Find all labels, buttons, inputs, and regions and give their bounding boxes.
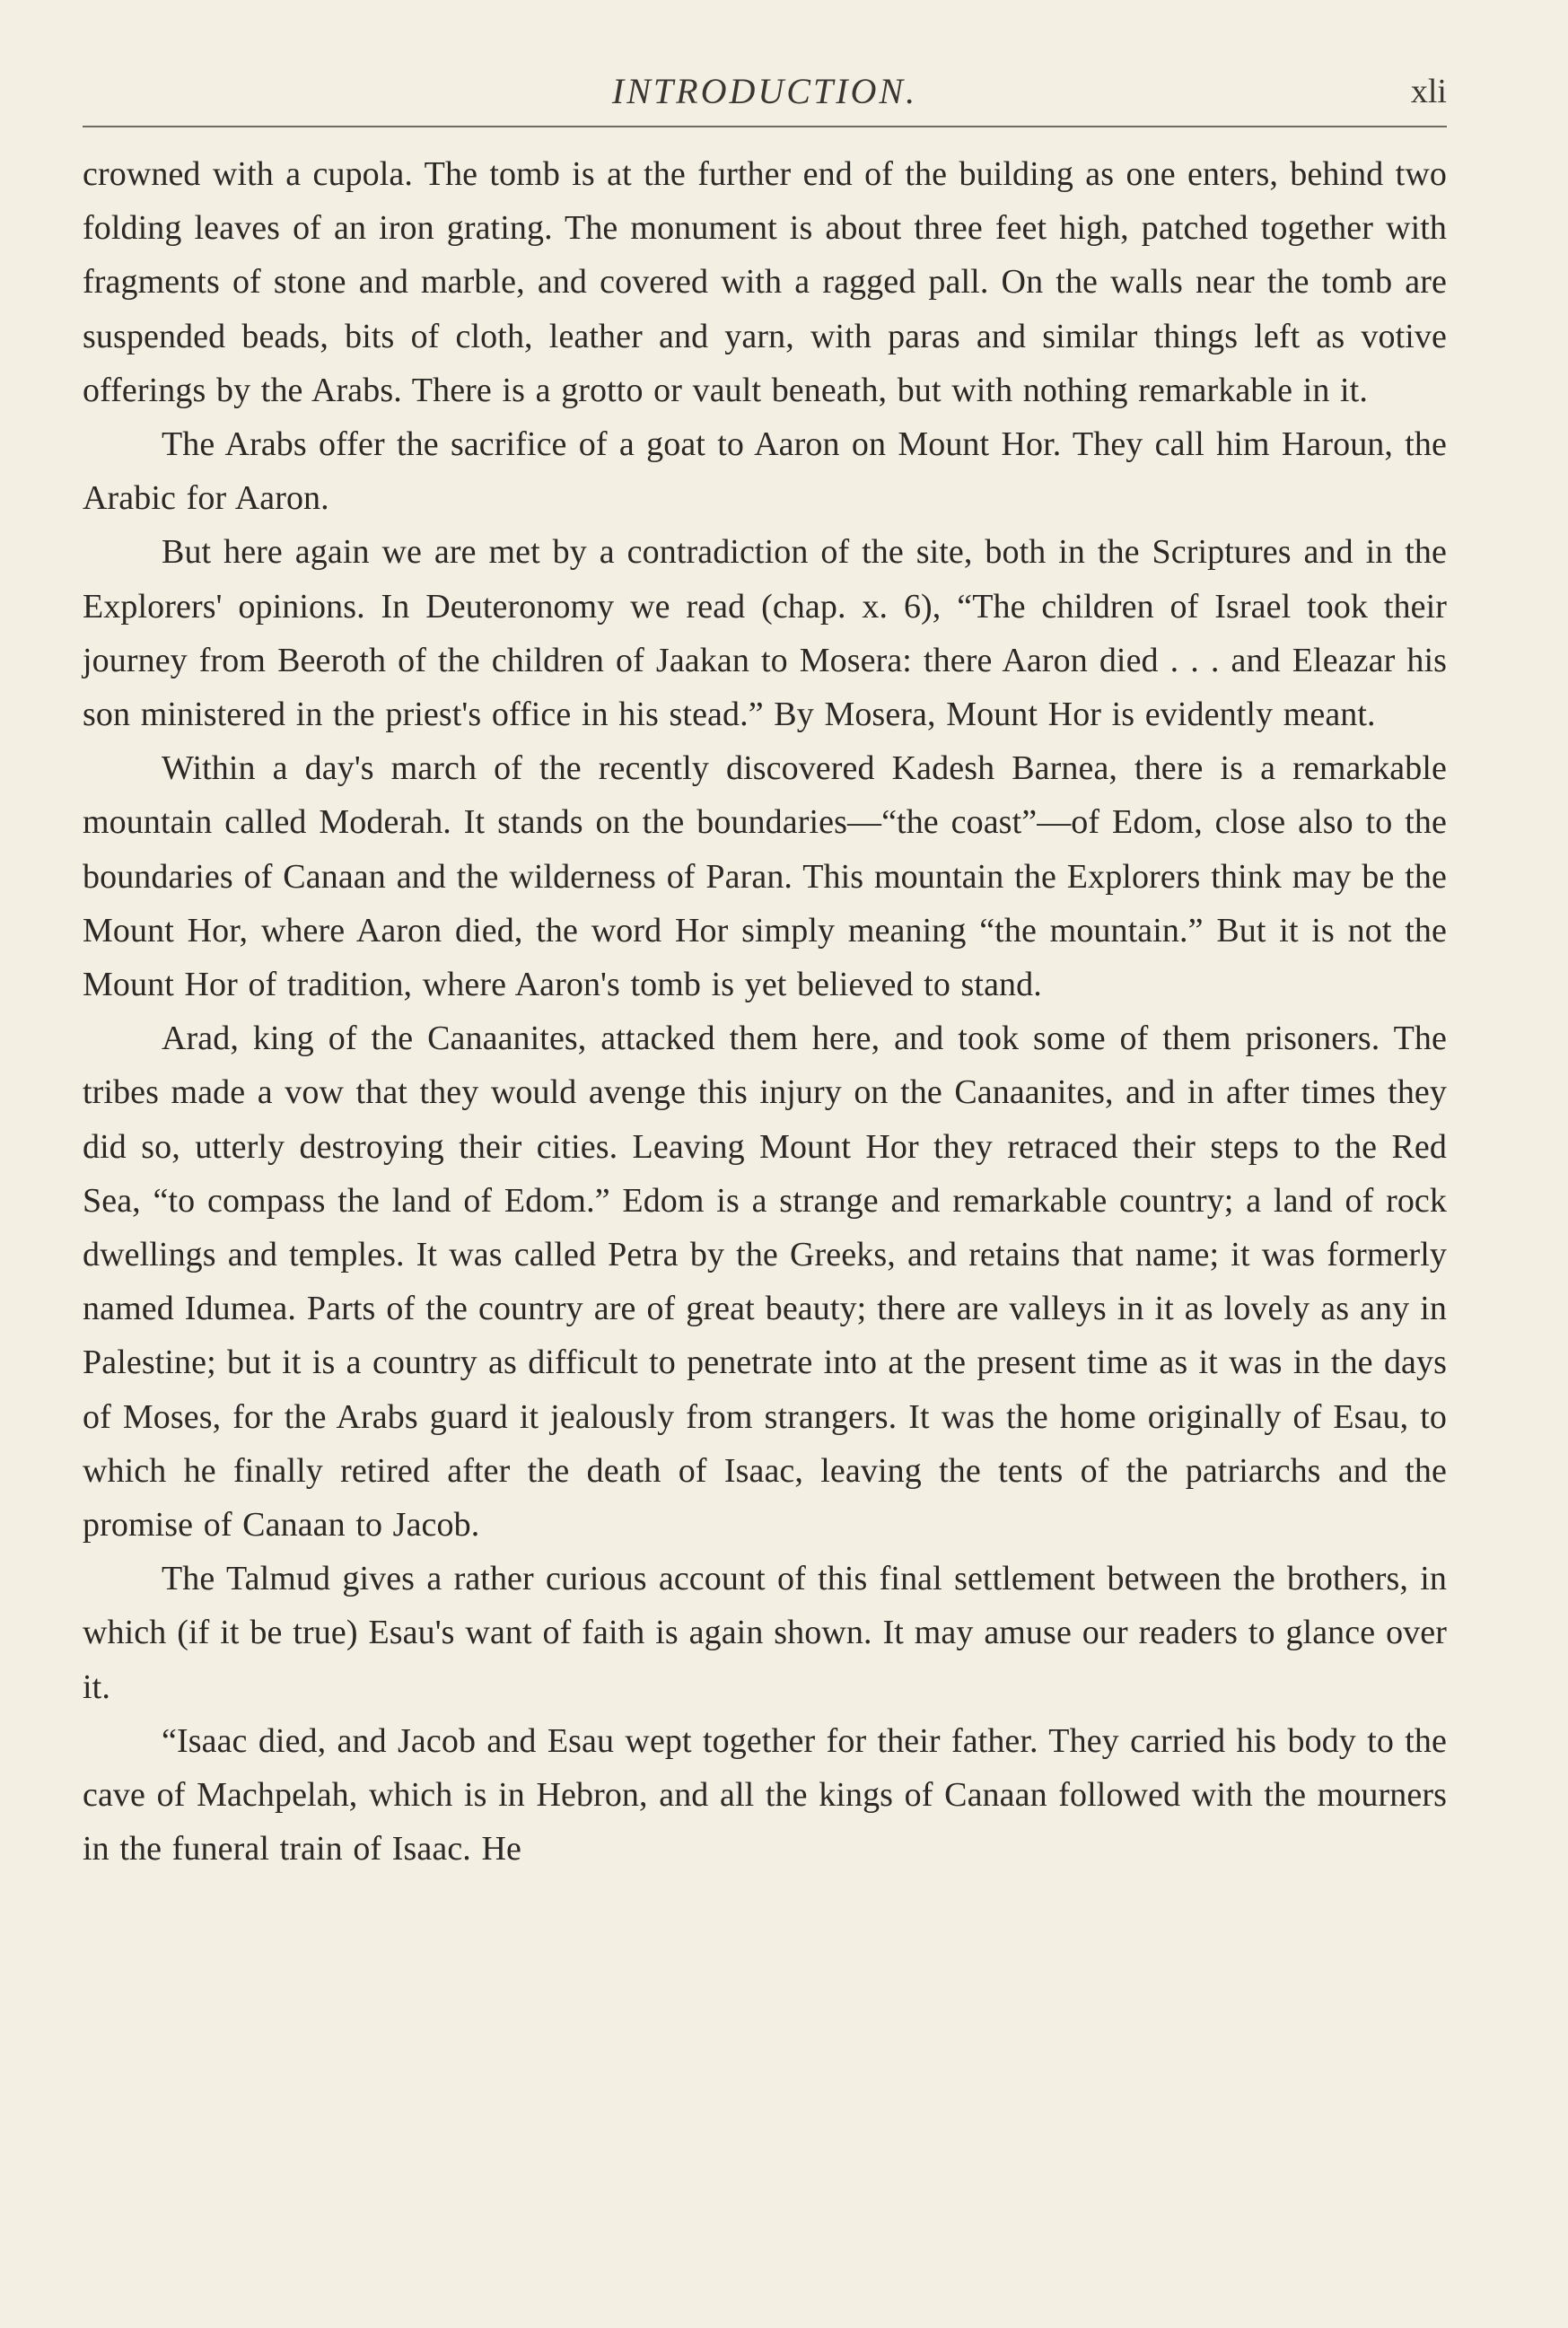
paragraph-4: Within a day's march of the recently discovered Kadesh Barnea, there is a remarkable mountain called Moderah. It stands on the boundaries—“the coast”—of Edom, close also to the boundaries of Canaan and the wilderness of Paran. This mountain the Explorers think may be the Mount Hor, where Aaron died, the word Hor simply meaning “the mountain.” But it is not the Mount Hor of tradition, where Aaron's tomb is yet believed to stand. bbox=[83, 749, 1447, 1004]
paragraph-7: “Isaac died, and Jacob and Esau wept together for their father. They carried his body to the cave of Machpelah, which is in Hebron, and all the kings of Canaan followed with the mourners in the funeral train of Isaac. He bbox=[83, 1721, 1447, 1869]
running-title: INTRODUCTION. bbox=[611, 71, 918, 111]
paragraph-1: crowned with a cupola. The tomb is at the further end of the building as one enters, behind two folding leaves of an iron grating. The monument is about three feet high, patched together with fragments of stone and marble, and covered with a ragged pall. On the walls near the tomb are suspended beads, bits of cloth, leather and yarn, with paras and similar things left as votive offerings by the Arabs. There is a grotto or vault beneath, but with nothing remarkable in it. bbox=[83, 155, 1447, 409]
book-page bbox=[83, 63, 1447, 1877]
paragraph-6: The Talmud gives a rather curious account of this final settlement between the brothers, in which (if it be true) Esau's want of faith is again shown. It may amuse our readers to glance over it. bbox=[83, 1560, 1447, 1706]
page-number: xli bbox=[1410, 73, 1447, 110]
paragraph-3: But here again we are met by a contradiction of the site, both in the Scriptures and in the Explorers' opinions. In Deuteronomy we read (chap. x. 6), “The children of Israel took their journey from Beeroth of the children of Jaakan to Mosera: there Aaron died . . . and Eleazar his son ministered in the priest's office in his stead.” By Mosera, Mount Hor is evidently meant. bbox=[83, 533, 1447, 734]
paragraph-2: The Arabs offer the sacrifice of a goat to Aaron on Mount Hor. They call him Haroun, the Arabic for Aaron. bbox=[83, 425, 1447, 518]
page-body bbox=[83, 147, 1447, 1877]
paragraph-5: Arad, king of the Canaanites, attacked them here, and took some of them prisoners. The tribes made a vow that they would avenge this injury on the Canaanites, and in after times they did so, utterly destroying their cities. Leaving Mount Hor they retraced their steps to the Red Sea, “to compass the land of Edom.” Edom is a strange and remarkable country; a land of rock dwellings and temples. It was called Petra by the Greeks, and retains that name; it was formerly named Idumea. Parts of the country are of great beauty; there are valleys in it as lovely as any in Palestine; but it is a country as difficult to penetrate into at the present time as it was in the days of Moses, for the Arabs guard it jealously from strangers. It was the home originally of Esau, to which he finally retired after the death of Isaac, leaving the tents of the patriarchs and the promise of Canaan to Jacob. bbox=[83, 1020, 1447, 1545]
page-header bbox=[83, 63, 1447, 127]
